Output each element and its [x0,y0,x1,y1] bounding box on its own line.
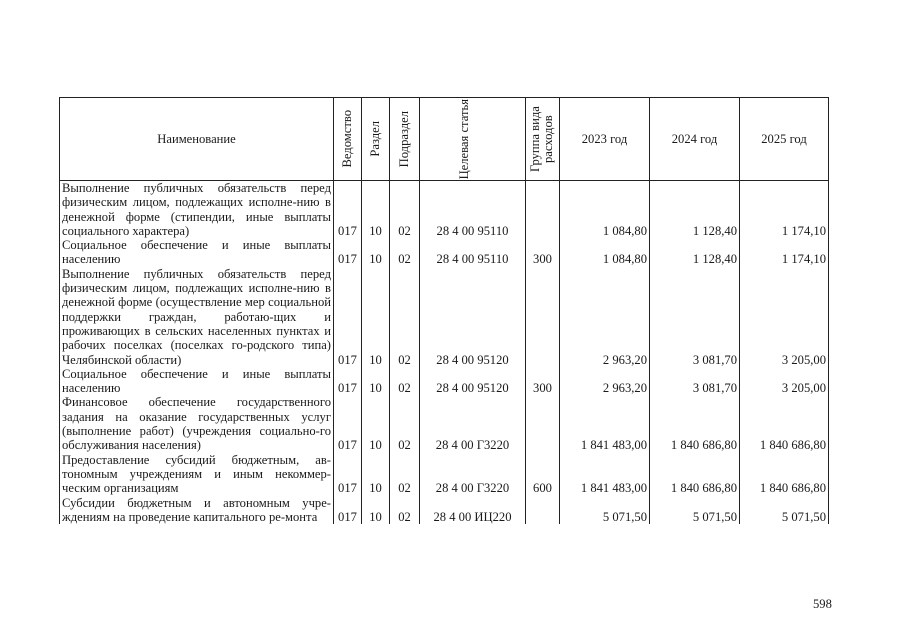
row-name: Выполнение публичных обязательств перед физическим лицом, подлежащих исполне-нию в денежной форме (стипендии, иные выплаты социального характера) [60,181,334,239]
row-expense-group [526,267,560,367]
row-amount-2024: 5 071,50 [650,496,740,525]
row-subsection: 02 [390,181,420,239]
row-section: 10 [362,496,390,525]
row-amount-2023: 2 963,20 [560,367,650,396]
header-row [60,98,829,181]
row-subsection: 02 [390,395,420,452]
row-section: 10 [362,367,390,396]
row-subsection: 02 [390,453,420,496]
header-section: Раздел [362,98,390,181]
row-amount-2025: 1 840 686,80 [740,395,829,452]
row-section: 10 [362,267,390,367]
row-name: Социальное обеспечение и иные выплаты населению [60,238,334,267]
row-amount-2024: 3 081,70 [650,267,740,367]
row-amount-2024: 1 840 686,80 [650,395,740,452]
row-name: Выполнение публичных обязательств перед физическим лицом, подлежащих исполне-нию в денежной форме (осуществление мер социальной поддержки граждан, работаю-щих и проживающих в сельских населенных пунктах и рабочих поселках (поселках го-родского типа) Челябинской области) [60,267,334,367]
table-row [60,181,829,239]
row-expense-group: 600 [526,453,560,496]
row-target-article: 28 4 00 95110 [420,238,526,267]
row-amount-2025: 5 071,50 [740,496,829,525]
header-target-article: Целевая статья [420,98,526,181]
row-amount-2023: 1 841 483,00 [560,395,650,452]
row-amount-2024: 1 840 686,80 [650,453,740,496]
row-amount-2023: 1 084,80 [560,181,650,239]
row-amount-2024: 1 128,40 [650,181,740,239]
row-expense-group: 300 [526,367,560,396]
row-expense-group: 300 [526,238,560,267]
page-number: 598 [813,597,832,611]
row-subsection: 02 [390,367,420,396]
header-department: Ведомство [334,98,362,181]
row-amount-2024: 1 128,40 [650,238,740,267]
row-target-article: 28 4 00 ИЦ220 [420,496,526,525]
table-row [60,267,829,367]
header-subsection: Подраздел [390,98,420,181]
row-expense-group [526,496,560,525]
row-department: 017 [334,496,362,525]
row-target-article: 28 4 00 95120 [420,367,526,396]
row-amount-2024: 3 081,70 [650,367,740,396]
table-row [60,496,829,525]
table-row [60,395,829,452]
row-amount-2025: 3 205,00 [740,367,829,396]
row-amount-2023: 2 963,20 [560,267,650,367]
row-department: 017 [334,367,362,396]
row-section: 10 [362,395,390,452]
table-row [60,238,829,267]
row-subsection: 02 [390,267,420,367]
row-target-article: 28 4 00 95120 [420,267,526,367]
row-department: 017 [334,453,362,496]
row-amount-2023: 5 071,50 [560,496,650,525]
header-year-2023: 2023 год [560,98,650,181]
row-expense-group [526,395,560,452]
row-target-article: 28 4 00 95110 [420,181,526,239]
row-amount-2025: 1 174,10 [740,181,829,239]
row-expense-group [526,181,560,239]
row-section: 10 [362,238,390,267]
budget-table [59,97,829,524]
header-year-2024: 2024 год [650,98,740,181]
row-subsection: 02 [390,238,420,267]
row-amount-2025: 1 174,10 [740,238,829,267]
row-name: Субсидии бюджетным и автономным учре-ждениям на проведение капитального ре-монта [60,496,334,525]
row-subsection: 02 [390,496,420,525]
row-department: 017 [334,181,362,239]
row-target-article: 28 4 00 Г3220 [420,395,526,452]
row-section: 10 [362,453,390,496]
row-amount-2025: 3 205,00 [740,267,829,367]
row-amount-2023: 1 084,80 [560,238,650,267]
row-amount-2025: 1 840 686,80 [740,453,829,496]
row-section: 10 [362,181,390,239]
header-year-2025: 2025 год [740,98,829,181]
row-department: 017 [334,267,362,367]
table-row [60,367,829,396]
row-amount-2023: 1 841 483,00 [560,453,650,496]
header-expense-group: Группа вида расходов [526,98,560,181]
header-name: Наименование [60,98,334,181]
table-row [60,453,829,496]
row-target-article: 28 4 00 Г3220 [420,453,526,496]
row-name: Финансовое обеспечение государственного задания на оказание государственных услуг (выполнение работ) (учреждения социально-го обслуживания населения) [60,395,334,452]
row-name: Социальное обеспечение и иные выплаты населению [60,367,334,396]
row-department: 017 [334,395,362,452]
row-department: 017 [334,238,362,267]
row-name: Предоставление субсидий бюджетным, ав-тономным учреждениям и иным некоммер-ческим организациям [60,453,334,496]
